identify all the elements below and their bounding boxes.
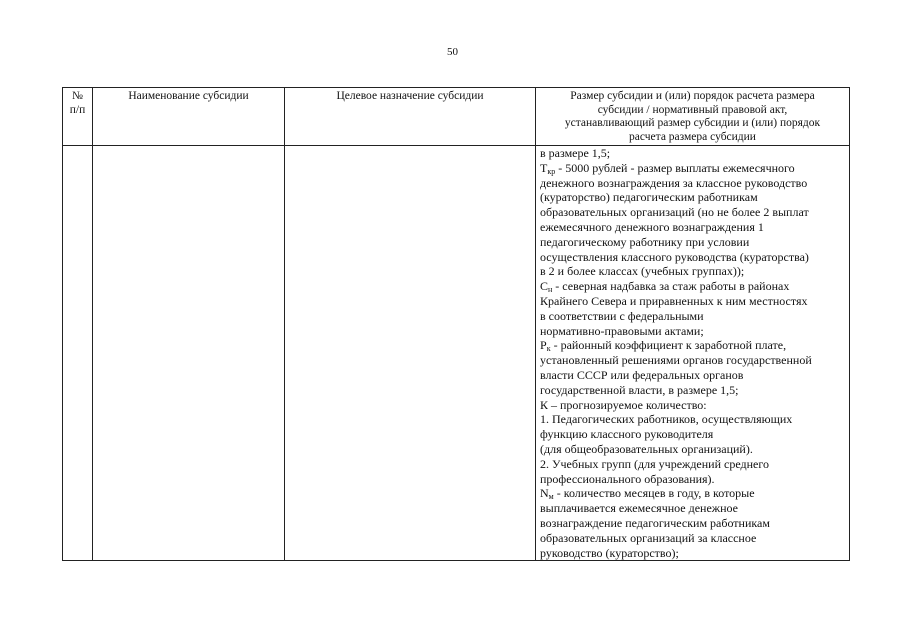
cell-subsidy-size (536, 146, 850, 561)
line-text: - северная надбавка за стаж работы в районах (552, 279, 790, 294)
line-text: образовательных организаций за классное (540, 530, 757, 545)
variable-subscript: н (548, 285, 553, 295)
line-text: К – прогнозируемое количество: (540, 397, 707, 412)
variable-symbol: N (540, 486, 549, 501)
line-text: педагогическому работнику при условии (540, 234, 750, 249)
header-subsidy-name (93, 88, 285, 146)
header-line: субсидии / нормативный правовой акт, (597, 103, 788, 116)
header-subsidy-purpose (285, 88, 536, 146)
cell-subsidy-purpose (285, 146, 536, 561)
text-line (540, 368, 845, 383)
text-line (540, 146, 845, 161)
line-text: государственной власти, в размере 1,5; (540, 382, 739, 397)
line-text: руководство (кураторство); (540, 545, 679, 560)
variable-symbol: С (540, 279, 549, 294)
text-line (540, 309, 845, 324)
line-text: - количество месяцев в году, в которые (553, 486, 755, 501)
text-line (540, 427, 845, 442)
text-line (540, 472, 845, 487)
text-line (540, 457, 845, 472)
cell-number (63, 146, 93, 561)
line-text: образовательных организаций (но не более 2 выплат (540, 205, 809, 220)
header-line: расчета размера субсидии (629, 130, 756, 143)
variable-symbol: Р (540, 338, 547, 353)
line-text: функцию классного руководителя (540, 427, 714, 442)
table-header-row (63, 88, 850, 146)
text-line (540, 161, 845, 176)
line-text: 2. Учебных групп (для учреждений среднего (540, 456, 769, 471)
table-row (63, 146, 850, 561)
text-line (540, 546, 845, 561)
line-text: 1. Педагогических работников, осуществляющих (540, 412, 793, 427)
line-text: в соответствии с федеральными (540, 308, 704, 323)
page-number: 50 (447, 46, 458, 58)
header-line: Целевое назначение субсидии (336, 90, 484, 102)
variable-subscript: к (546, 344, 551, 354)
line-text: - районный коэффициент к заработной плате, (550, 338, 787, 353)
text-line (540, 353, 845, 368)
line-text: в размере 1,5; (540, 146, 611, 160)
text-line (540, 412, 845, 427)
text-line (540, 264, 845, 279)
line-text: денежного вознаграждения за классное руководство (540, 175, 808, 190)
line-text: установленный решениями органов государственной (540, 353, 812, 368)
text-line (540, 383, 845, 398)
header-number (63, 88, 93, 146)
text-line (540, 190, 845, 205)
text-line (540, 531, 845, 546)
line-text: власти СССР или федеральных органов (540, 367, 744, 382)
header-line: Размер субсидии и (или) порядок расчета размера (570, 90, 815, 102)
text-line (540, 279, 845, 294)
line-text: профессионального образования). (540, 471, 715, 486)
variable-subscript: м (548, 492, 554, 502)
text-line (540, 338, 845, 353)
header-line: Наименование субсидии (128, 90, 249, 102)
subsidy-table (62, 87, 850, 561)
text-line (540, 235, 845, 250)
text-line (540, 486, 845, 501)
line-text: нормативно-правовыми актами; (540, 323, 704, 338)
line-text: выплачивается ежемесячное денежное (540, 501, 738, 516)
text-line (540, 516, 845, 531)
line-text: осуществления классного руководства (кураторства) (540, 249, 809, 264)
line-text: - 5000 рублей - размер выплаты ежемесячного (555, 160, 795, 175)
line-text: (кураторство) педагогическим работникам (540, 190, 758, 205)
text-line (540, 205, 845, 220)
header-subsidy-size (536, 88, 850, 146)
text-line (540, 324, 845, 339)
line-text: в 2 и более классах (учебных группах)); (540, 264, 745, 279)
header-line: № (72, 90, 83, 102)
text-line (540, 442, 845, 457)
text-line (540, 176, 845, 191)
line-text: (для общеобразовательных организаций). (540, 441, 753, 456)
text-line (540, 398, 845, 413)
header-line: п/п (69, 103, 86, 116)
text-line (540, 250, 845, 265)
line-text: Крайнего Севера и приравненных к ним местностях (540, 293, 808, 308)
line-text: вознаграждение педагогическим работникам (540, 515, 770, 530)
cell-subsidy-name (93, 146, 285, 561)
line-text: ежемесячного денежного вознаграждения 1 (540, 219, 764, 234)
subsidy-size-text (536, 146, 849, 560)
header-line: устанавливающий размер субсидии и (или) порядок (564, 117, 821, 129)
text-line (540, 220, 845, 235)
text-line (540, 501, 845, 516)
variable-symbol: Т (540, 160, 548, 175)
text-line (540, 294, 845, 309)
variable-subscript: кр (547, 166, 556, 176)
